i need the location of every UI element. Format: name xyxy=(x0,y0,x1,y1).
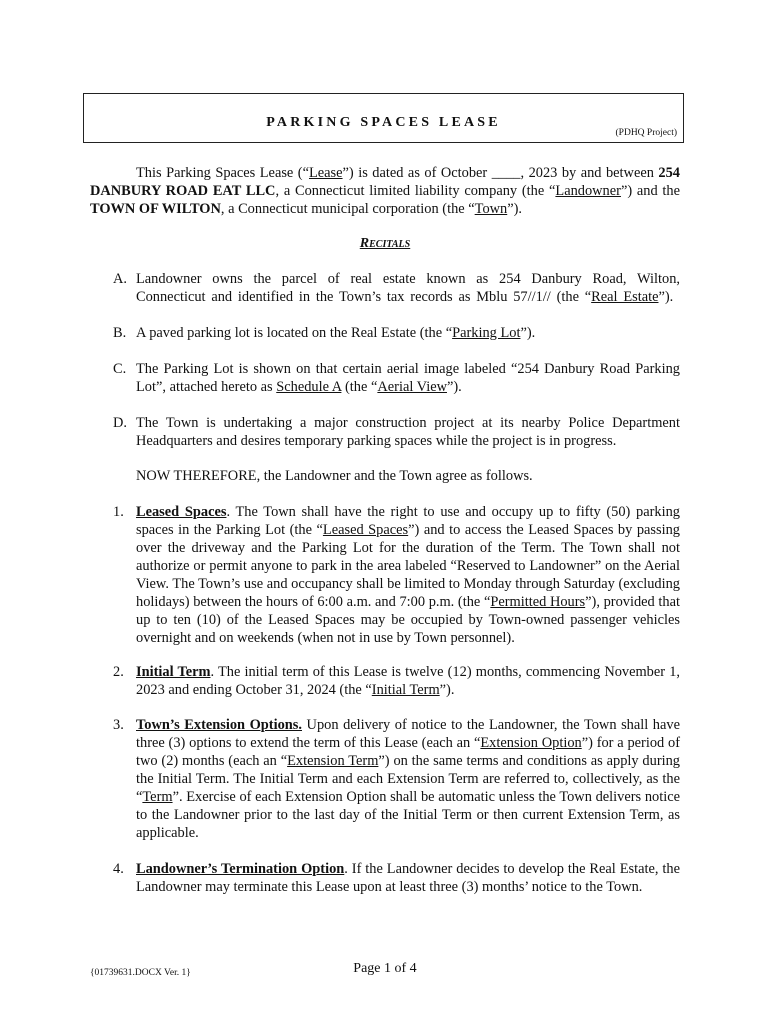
intro-text: ”) and the xyxy=(620,183,681,199)
schedule-a-reference: Schedule A xyxy=(276,379,342,395)
defined-term-town: Town xyxy=(474,201,508,217)
section-number: 3. xyxy=(113,717,124,733)
defined-term-real-estate: Real Estate xyxy=(591,289,659,305)
section-body xyxy=(136,716,680,842)
section-text: ”) for a period of two (2) months (each an “ xyxy=(136,735,680,769)
defined-term-landowner: Landowner xyxy=(555,183,621,199)
section-number: 4. xyxy=(113,861,124,877)
section-number: 1. xyxy=(113,504,124,520)
page-number: Page 1 of 4 xyxy=(353,961,417,976)
defined-term-extension-option: Extension Option xyxy=(480,735,582,751)
intro-text: This Parking Spaces Lease (“ xyxy=(136,165,309,181)
section-text: . If the Landowner decides to develop the Real Estate, the Landowner may terminate this Lease upon at least three (3) months’ notice to the Town. xyxy=(136,861,680,895)
recital-body xyxy=(136,360,680,396)
section-heading: Town’s Extension Options. xyxy=(136,717,302,733)
project-tag: (PDHQ Project) xyxy=(615,128,677,138)
section-4 xyxy=(113,860,680,896)
recital-text: The Parking Lot is shown on that certain aerial image labeled “254 Danbury Road Parking Lot”, attached hereto as xyxy=(136,361,680,395)
defined-term-initial-term: Initial Term xyxy=(371,682,440,698)
defined-term-extension-term: Extension Term xyxy=(287,753,379,769)
recital-b xyxy=(113,324,680,342)
now-therefore-clause: NOW THEREFORE, the Landowner and the Town agree as follows. xyxy=(136,468,533,484)
section-1 xyxy=(113,503,680,647)
defined-term-lease: Lease xyxy=(308,165,343,181)
section-body xyxy=(136,663,680,699)
recital-a xyxy=(113,270,680,306)
recital-label: A. xyxy=(113,271,127,287)
section-number: 2. xyxy=(113,664,124,680)
section-heading: Leased Spaces xyxy=(136,504,227,520)
recital-text: A paved parking lot is located on the Real Estate (the “ xyxy=(136,325,453,341)
defined-term-aerial-view: Aerial View xyxy=(377,379,447,395)
title-box xyxy=(83,93,684,143)
recital-text: ”). xyxy=(658,289,674,305)
section-text: . The Town shall have the right to use and occupy up to fifty (50) parking spaces in the Parking Lot (the “ xyxy=(136,504,680,538)
recital-text: ”). xyxy=(446,379,462,395)
recitals-heading: Recitals xyxy=(359,236,411,251)
defined-term-term: Term xyxy=(142,789,173,805)
defined-term-permitted-hours: Permitted Hours xyxy=(490,594,586,610)
intro-text: ”). xyxy=(507,201,523,217)
recital-label: D. xyxy=(113,415,127,431)
section-3 xyxy=(113,716,680,842)
section-text: ”. Exercise of each Extension Option shall be automatic unless the Town delivers notice to the Landowner prior to the last day of the Initial Term or then current Extension Term, as applicable. xyxy=(136,789,680,841)
section-heading: Landowner’s Termination Option xyxy=(136,861,345,877)
section-text: ”) on the same terms and conditions as apply during the Initial Term. The Initial Term and each Extension Term are referred to, collectively, as the “ xyxy=(136,753,680,805)
recital-d xyxy=(113,414,680,450)
defined-term-parking-lot: Parking Lot xyxy=(452,325,521,341)
section-2 xyxy=(113,663,680,699)
recital-label: C. xyxy=(113,361,127,377)
intro-text: ”) is dated as of October ____, 2023 by and between xyxy=(342,165,659,181)
intro-paragraph xyxy=(90,164,680,218)
section-heading: Initial Term xyxy=(136,664,211,680)
recital-c xyxy=(113,360,680,396)
recital-body xyxy=(136,270,680,306)
section-text: ”), provided that up to ten (10) of the Leased Spaces may be occupied by Town-owned passenger vehicles overnight and on weekends (when not in use by Town personnel). xyxy=(136,594,680,646)
intro-text: , a Connecticut limited liability company (the “ xyxy=(275,183,556,199)
town-name: TOWN OF WILTON xyxy=(90,201,221,217)
recital-text: ”). xyxy=(520,325,536,341)
recital-label: B. xyxy=(113,325,127,341)
document-id: {01739631.DOCX Ver. 1} xyxy=(90,968,191,978)
section-text: . The initial term of this Lease is twelve (12) months, commencing November 1, 2023 and ending October 31, 2024 (the “ xyxy=(136,664,680,698)
recital-text: Landowner owns the parcel of real estate known as 254 Danbury Road, Wilton, Connecticut and identified in the Town’s tax records as Mblu 57//1// (the “ xyxy=(136,271,680,305)
landowner-name: 254 DANBURY ROAD EAT LLC xyxy=(90,165,680,199)
section-text: Upon delivery of notice to the Landowner, the Town shall have three (3) options to extend the term of this Lease (each an “ xyxy=(136,717,680,751)
recital-body xyxy=(136,324,680,342)
document-title: PARKING SPACES LEASE xyxy=(266,115,501,130)
recital-body xyxy=(136,414,680,450)
recital-text: The Town is undertaking a major construction project at its nearby Police Department Headquarters and desires temporary parking spaces while the project is in progress. xyxy=(136,415,680,449)
recital-text: (the “ xyxy=(341,379,378,395)
defined-term-leased-spaces: Leased Spaces xyxy=(322,522,409,538)
section-text: ”). xyxy=(439,682,455,698)
section-text: ”) and to access the Leased Spaces by passing over the driveway and the Parking Lot for the duration of the Term. The Town shall not authorize or permit anyone to park in the area labeled “Reserved to Landowner” on the Aerial View. The Town’s use and occupancy shall be limited to Monday through Saturday (excluding holidays) between the hours of 6:00 a.m. and 7:00 p.m. (the “ xyxy=(136,522,680,610)
intro-text: , a Connecticut municipal corporation (the “ xyxy=(220,201,475,217)
section-body xyxy=(136,860,680,896)
section-body xyxy=(136,503,680,647)
